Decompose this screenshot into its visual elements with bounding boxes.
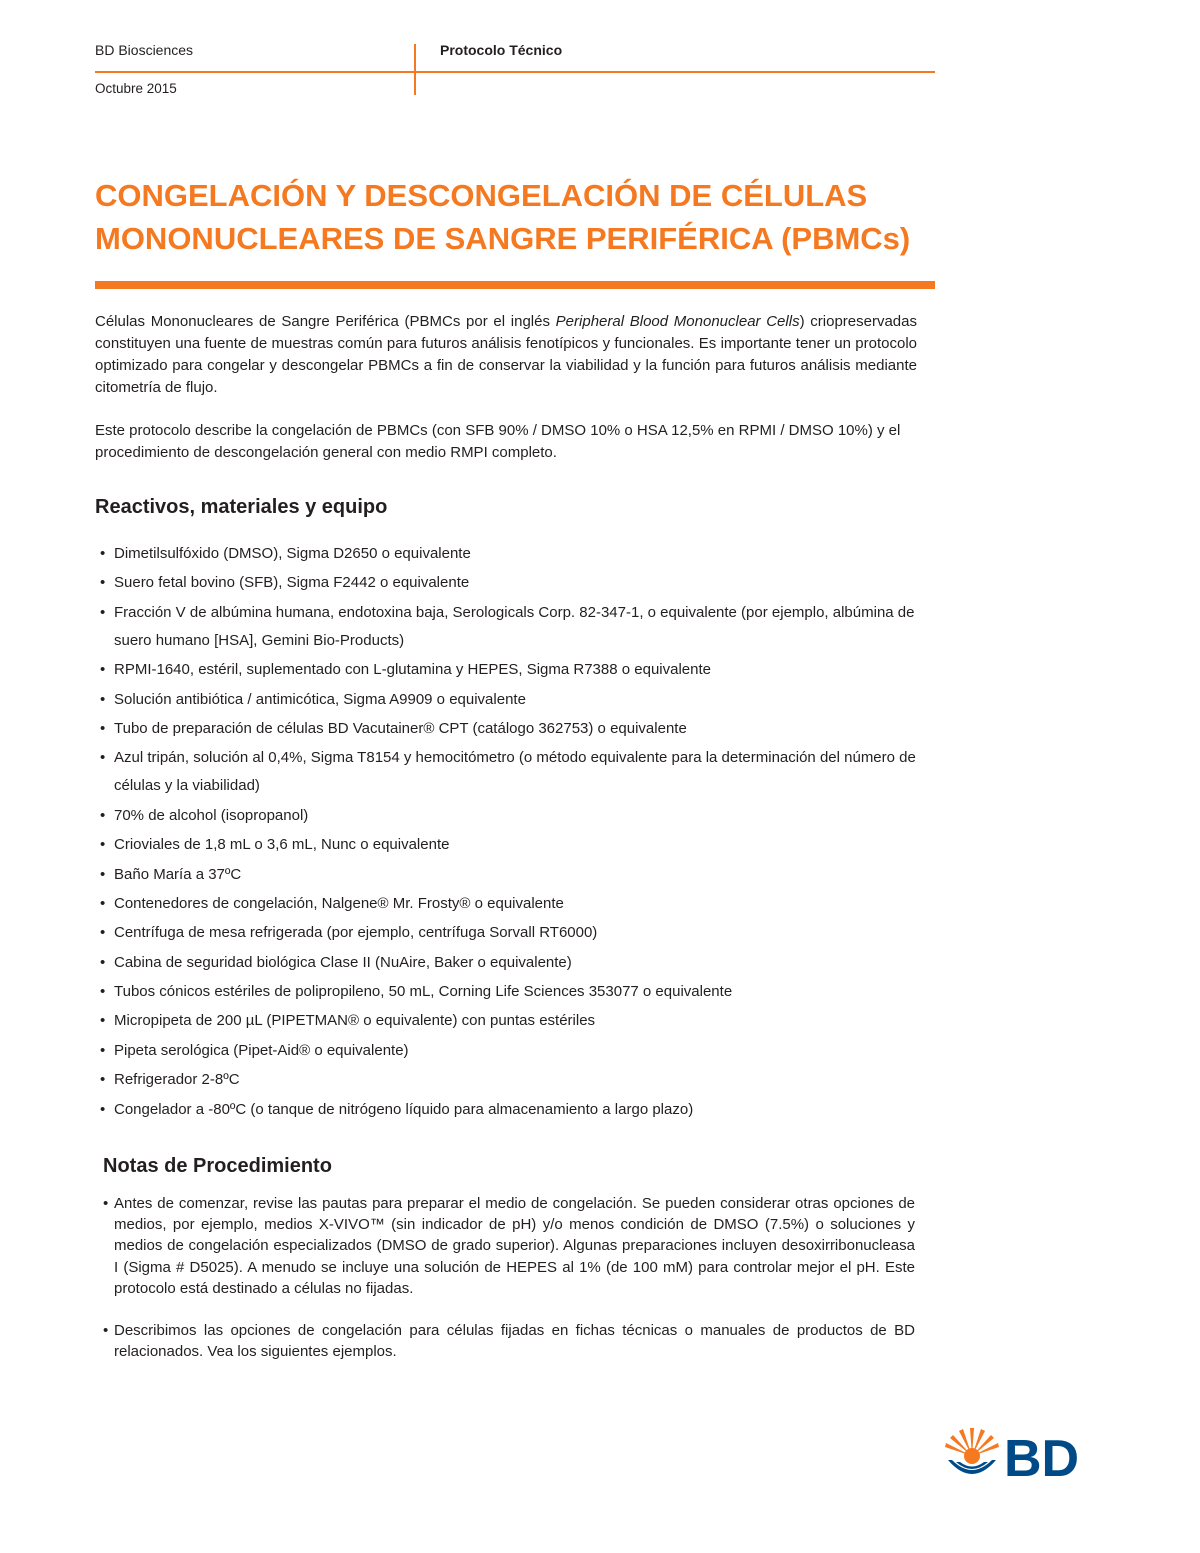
reagents-list xyxy=(100,540,930,1125)
list-item: • Fracción V de albúmina humana, endotoxina baja, Serologicals Corp. 82-347-1, o equivalente (por ejemplo, albúmina de suero humano [HSA], Gemini Bio-Products) xyxy=(100,599,930,655)
bullet-icon: • xyxy=(100,545,106,562)
list-item: • Micropipeta de 200 µL (PIPETMAN® o equivalente) con puntas estériles xyxy=(100,1007,930,1035)
bullet-icon: • xyxy=(100,574,106,592)
list-item: • Pipeta serológica (Pipet-Aid® o equivalente) xyxy=(100,1037,930,1065)
list-item: • Suero fetal bovino (SFB), Sigma F2442 o equivalente xyxy=(100,569,930,597)
list-item: • Azul tripán, solución al 0,4%, Sigma T8154 y hemocitómetro (o método equivalente para la determinación del número de células y la viabilidad) xyxy=(100,744,930,800)
intro-p1-italic: Peripheral Blood Mononuclear Cells xyxy=(555,313,800,330)
header-vertical-divider xyxy=(414,44,416,95)
bullet-icon: • xyxy=(100,1041,106,1059)
bullet-icon: • xyxy=(100,865,106,883)
list-item: • Crioviales de 1,8 mL o 3,6 mL, Nunc o equivalente xyxy=(100,831,930,859)
list-item: • Cabina de seguridad biológica Clase II (NuAire, Baker o equivalente) xyxy=(100,949,930,977)
list-item: • Describimos las opciones de congelación para células fijadas en fichas técnicas o manuales de productos de BD relacionados. Vea los siguientes ejemplos. xyxy=(103,1322,915,1361)
notes-list xyxy=(103,1193,915,1383)
bullet-icon: • xyxy=(100,690,106,708)
bullet-icon: • xyxy=(100,953,106,971)
header-divider xyxy=(95,71,935,73)
document-type: Protocolo Técnico xyxy=(440,42,563,58)
list-item: • Baño María a 37ºC xyxy=(100,861,930,889)
bullet-icon: • xyxy=(100,1100,106,1118)
bullet-icon: • xyxy=(100,806,106,824)
list-item: • Solución antibiótica / antimicótica, Sigma A9909 o equivalente xyxy=(100,686,930,714)
page-title xyxy=(95,174,945,260)
document-date: Octubre 2015 xyxy=(95,81,177,96)
notes-heading: Notas de Procedimiento xyxy=(103,1155,332,1177)
intro-p1-start: Células Mononucleares de Sangre Periférica (PBMCs por el inglés xyxy=(95,313,556,330)
bullet-icon: • xyxy=(100,983,106,1001)
bullet-icon: • xyxy=(100,749,106,767)
company-name: BD Biosciences xyxy=(95,42,194,58)
bullet-icon: • xyxy=(103,1195,109,1212)
bullet-icon: • xyxy=(100,719,106,737)
list-item: • Tubo de preparación de células BD Vacutainer® CPT (catálogo 362753) o equivalente xyxy=(100,715,930,743)
title-divider xyxy=(95,281,935,289)
list-item: • RPMI-1640, estéril, suplementado con L-glutamina y HEPES, Sigma R7388 o equivalente xyxy=(100,656,930,684)
bd-sunburst-icon xyxy=(945,1428,999,1474)
reagents-heading: Reactivos, materiales y equipo xyxy=(95,496,388,518)
bd-logo-text: BD xyxy=(1004,1430,1080,1486)
bullet-icon: • xyxy=(100,1071,106,1089)
list-item: • Refrigerador 2-8ºC xyxy=(100,1066,930,1094)
list-item: • 70% de alcohol (isopropanol) xyxy=(100,802,930,830)
list-item: • Antes de comenzar, revise las pautas para preparar el medio de congelación. Se pueden considerar otras opciones de medios, por ejemplo, medios X-VIVO™ (sin indicador de pH) y/o menos condición de DMSO (7.5%) o soluciones y medios de congelación especializados (DMSO de grado superior). Algunas preparaciones incluyen desoxirribonucleasa I (Sigma # D5025). A menudo se incluye una solución de HEPES al 1% (de 100 mM) para controlar mejor el pH. Este protocolo está destinado a células no fijadas. xyxy=(103,1195,915,1297)
list-item: • Tubos cónicos estériles de polipropileno, 50 mL, Corning Life Sciences 353077 o equivalente xyxy=(100,978,930,1006)
bullet-icon: • xyxy=(100,1012,106,1030)
bullet-icon: • xyxy=(100,661,106,679)
list-item: • Centrífuga de mesa refrigerada (por ejemplo, centrífuga Sorvall RT6000) xyxy=(100,919,930,947)
list-item: • Congelador a -80ºC (o tanque de nitrógeno líquido para almacenamiento a largo plazo) xyxy=(100,1096,930,1124)
list-item: • Dimetilsulfóxido (DMSO), Sigma D2650 o equivalente xyxy=(100,540,930,568)
bullet-icon: • xyxy=(100,924,106,942)
intro-paragraph-1 xyxy=(95,311,917,399)
bullet-icon: • xyxy=(100,603,106,621)
bd-logo xyxy=(944,1426,1110,1486)
intro-p1-end: ) criopreservadas constituyen una fuente de muestras común para futuros análisis fenotípicos y funcionales. Es importante tener un protocolo optimizado para congelar y descongelar PBMCs a fin de conservar la viabilidad y la función para futuros análisis mediante citometría de flujo. xyxy=(95,313,917,396)
bullet-icon: • xyxy=(100,894,106,912)
page-title-line-1: CONGELACIÓN Y DESCONGELACIÓN DE CÉLULAS xyxy=(95,178,868,213)
bullet-icon: • xyxy=(100,836,106,854)
page-title-line-2: MONONUCLEARES DE SANGRE PERIFÉRICA (PBMCs) xyxy=(95,221,911,256)
list-item: • Contenedores de congelación, Nalgene® Mr. Frosty® o equivalente xyxy=(100,890,930,918)
bullet-icon: • xyxy=(103,1322,109,1340)
intro-paragraph-2: Este protocolo describe la congelación de PBMCs (con SFB 90% / DMSO 10% o HSA 12,5% en RPMI / DMSO 10%) y el procedimiento de descongelación general con medio RMPI completo. xyxy=(95,422,901,461)
